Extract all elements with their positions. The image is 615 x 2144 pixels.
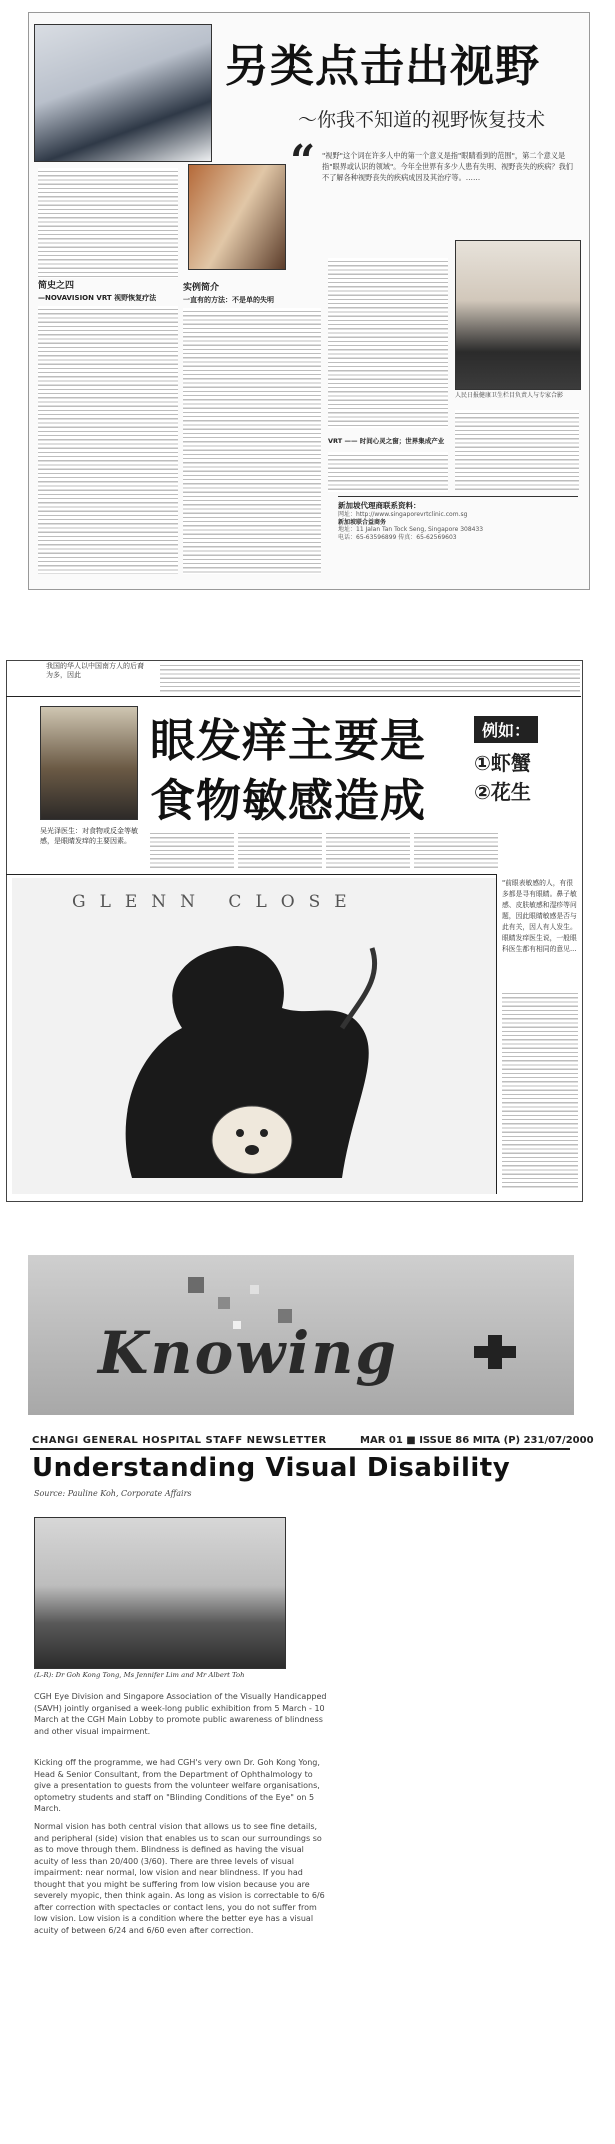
clip1-text-col3 [328, 258, 448, 428]
clip1-photo-caption: 人民日报健康卫生栏目负责人与专家合影 [455, 392, 564, 399]
example-box [474, 716, 568, 804]
newsletter-name: CHANGI GENERAL HOSPITAL STAFF NEWSLETTER [32, 1435, 327, 1446]
banner-word: Knowing [98, 1319, 398, 1387]
clip1-subheadline: ～你我不知道的视野恢复技术 [298, 109, 546, 131]
clip2-top-lines [160, 662, 580, 692]
clip2-headline-2: 食物敏感造成 [150, 774, 427, 827]
two-people-photo [455, 240, 581, 390]
doctor-standing-photo [188, 164, 286, 270]
clip2-side-text: "前眼表敏感的人，有很多都是寻有眼睛。鼻子敏感、皮肤敏感和湿疹等问题，因此眼睛敏感是否与此有关，因人有人发生。眼睛发痒医生说，一般眼科医生都有相同的意见... [502, 879, 577, 953]
clip2-side-rule [496, 874, 497, 1194]
clip1-quote: "视野"这个词在许多人中的第一个意义是指"眼睛看到的范围"，第二个意义是指"眼界或认识的领域"。今年全世界有多少人患有失明、视野丧失的疾病？我们不了解各种视野丧失的疾病成因及其治疗等。…… [322, 151, 573, 182]
clip2-mid-col3 [326, 830, 410, 870]
paragraph-3: Normal vision has both central vision that allows us to see fine details, and peripheral (side) vision that enables us to scan our surroundings so as to move through them. Blindness is defined as having the visual acuity of less than 20/400 (3/60). There are three levels of visual impairment: near normal, low vision and near blindness. If you had thought that you might be suffering from low vision because you are severely myopic, then think again. As long as vision is correctable to 6/6 after correction with spectacles or contact lens, you do not suffer from low vision. Low vision is a condition where the better eye has a visual acuity of between 6/24 and 6/60 even after correction. [34, 1822, 325, 1935]
contact-line-1: 网址：http://www.singaporevrtclinic.com.sg [338, 511, 468, 518]
clip2-mid-col1 [150, 830, 234, 870]
clip1-col2-sub: 一直有的方法：不是单的失明 [183, 296, 274, 304]
quote-mark: “ [290, 136, 316, 187]
issue-info: MAR 01 ■ ISSUE 86 MITA (P) 231/07/2000 [360, 1435, 594, 1446]
ad-brand: GLENN CLOSE [72, 892, 361, 912]
clip1-col2-head: 实例简介 [183, 283, 220, 293]
clip1-text-col3b [328, 452, 448, 492]
clip1-text-col1b [38, 306, 178, 574]
photo-caption: (L-R): Dr Goh Kong Tong, Ms Jennifer Lim and Mr Albert Toh [34, 1671, 245, 1679]
example-item-1: ①虾蟹 [474, 751, 531, 775]
paragraph-2: Kicking off the programme, we had CGH's very own Dr. Goh Kong Yong, Head & Senior Consultant, from the Department of Ophthalmology to give a presentation to guests from the volunteer welfare organisations, optometry students and staff on "Blinding Conditions of the Eye" on 5 March. [34, 1758, 320, 1813]
newspaper-clip-vision-restoration [0, 8, 615, 593]
example-item-2: ②花生 [474, 780, 531, 804]
shadow-figure-graphic [12, 878, 496, 1194]
clip2-headline-1: 眼发痒主要是 [150, 714, 427, 767]
movie-ad-image [12, 878, 496, 1194]
clip2-mid-col2 [238, 830, 322, 870]
example-title: 例如： [474, 716, 538, 743]
clip1-contact-box [338, 496, 578, 579]
knowing-banner [28, 1255, 574, 1415]
clip2-top-rule [6, 696, 581, 697]
clip2-mid-rule [6, 874, 496, 875]
clip1-col1-head: 简史之四 [38, 281, 75, 291]
contact-title: 新加坡代理商联系资料： [338, 501, 421, 510]
newsletter-rule [30, 1448, 570, 1450]
clip1-col3-line: VRT —— 时间心灵之窗；世界集成产业 [328, 437, 445, 445]
clip1-col1-sub: —NOVAVISION VRT 视野恢复疗法 [38, 294, 157, 302]
newspaper-clip-eye-itch [0, 660, 615, 1205]
doctor-portrait-photo [40, 706, 138, 820]
three-speakers-photo [34, 1517, 286, 1669]
clip1-text-col4 [455, 410, 579, 490]
clip2-mid-col4 [414, 830, 498, 870]
contact-line-2: 新加坡联合益商务 [338, 518, 387, 526]
newsletter-clip-visual-disability [0, 1255, 615, 2144]
contact-line-4: 电话：65-63596899 传真：65-62569603 [338, 533, 457, 541]
clip1-text-col1 [38, 168, 178, 278]
clip2-side-lines [502, 990, 578, 1190]
contact-line-3: 地址：11 Jalan Tan Tock Seng, Singapore 308433 [338, 526, 484, 533]
paragraph-1: CGH Eye Division and Singapore Association of the Visually Handicapped (SAVH) jointly organised a week-long public exhibition from 5 March - 10 March at the CGH Main Lobby to promote public awareness of blindness and other visual impairment. [34, 1692, 327, 1736]
clip2-photo-caption: 吴光泽医生：对食物或反金等敏感，是眼睛发痒的主要因素。 [40, 827, 138, 845]
doctor-computer-photo [34, 24, 212, 162]
article-title: Understanding Visual Disability [32, 1453, 511, 1483]
clip2-top-text: 我国的华人以中国南方人的后裔为多，因此 [46, 662, 144, 679]
clip1-headline: 另类点击出视野 [225, 41, 540, 92]
clip1-text-col2 [183, 308, 321, 574]
article-source: Source: Pauline Koh, Corporate Affairs [34, 1489, 192, 1498]
